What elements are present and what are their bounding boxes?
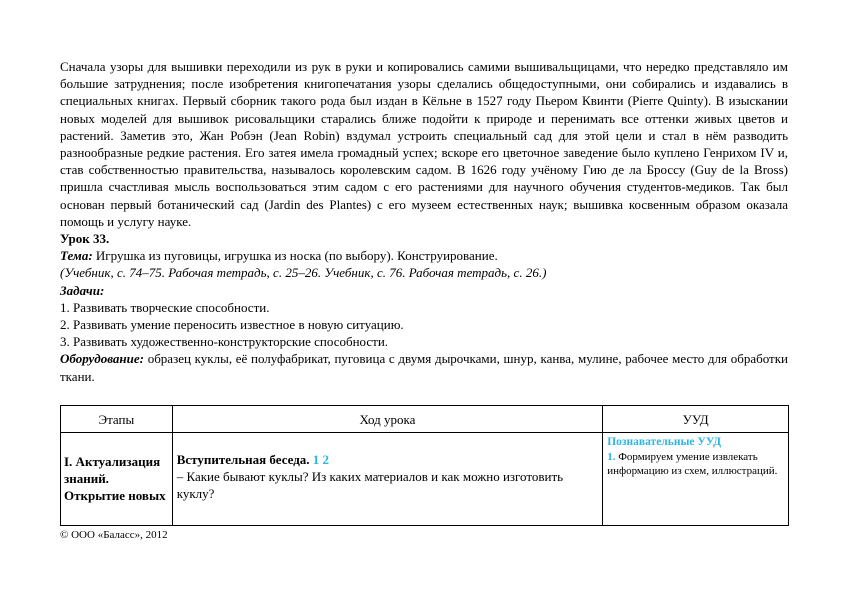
table-row [61,433,789,526]
header-stages: Этапы [61,406,173,433]
uud-item [607,450,784,479]
theme-text: Игрушка из пуговицы, игрушка из носка (по выбору). Конструирование. [92,248,498,264]
lesson-theme [60,247,788,264]
uud-text: Формируем умение извлекать информацию из схем, иллюстраций. [607,450,778,477]
equipment-text: образец куклы, её полуфабрикат, пуговица с двумя дырочками, шнур, канва, мулине, рабочее место для обработки ткани. [60,351,788,384]
uud-title: Познавательные УУД [607,436,722,448]
task-item: 1. Развивать творческие способности. [60,299,270,315]
task-item: 2. Развивать умение переносить известное в новую ситуацию. [60,317,404,333]
lesson-equipment [60,350,788,384]
course-heading-line [177,451,598,468]
stage-cell: I. Актуализация знаний. Открытие новых [61,433,173,526]
lesson-references: (Учебник, с. 74–75. Рабочая тетрадь, с. 25–26. Учебник, с. 76. Рабочая тетрадь, с. 26.) [60,265,547,281]
header-course: Ход урока [172,406,602,433]
document-body [60,58,788,385]
theme-label: Тема: [60,248,93,264]
copyright-footer: © ООО «Баласс», 2012 [60,529,168,541]
equipment-label: Оборудование: [60,351,144,367]
task-item: 3. Развивать художественно-конструкторские способности. [60,334,389,350]
uud-cell [603,433,789,526]
uud-number: 1. [607,450,616,463]
tasks-label: Задачи: [60,282,105,298]
header-uud: УУД [603,406,789,433]
course-cell [172,433,602,526]
course-heading: Вступительная беседа. [176,452,310,467]
intro-paragraph: Сначала узоры для вышивки переходили из рук в руки и копировались самими вышивальщицами, что нередко представляло им большие затруднения; после изобретения книгопечатания узоры сделались общедоступными, они собирались и издавались в специальных книгах. Первый сборник такого рода был издан в Кёльне в 1527 году Пьером Квинти (Pierre Quinty). В изыскании новых моделей для вышивок рисовальщики старались ближе подойти к природе и перенимать все оттенки живых цветов и растений. Заметив это, Жан Робэн (Jean Robin) вздумал устроить специальный сад для этой цели и стал в нём разводить разнообразные редкие растения. Его затея имела громадный успех; вскоре его цветочное заведение было куплено Генрихом IV и, став собственностью правительства, называлось королевским садом. В 1626 году учёному Гию де ла Броссу (Guy de la Bross) пришла счастливая мысль воспользоваться этим садом с его растениями для научного обучения студентов-медиков. Так был основан первый ботанический сад (Jardin des Plantes) с его музеем естественных наук; вышивка косвенным образом оказала помощь и услугу науке. [60,59,788,229]
slide-marks: 1 2 [312,452,330,467]
lesson-title: Урок 33. [60,231,110,247]
course-text: – Какие бывают куклы? Из каких материалов и как можно изготовить куклу? [176,469,564,501]
lesson-table [60,405,789,526]
table-header-row [61,406,789,433]
